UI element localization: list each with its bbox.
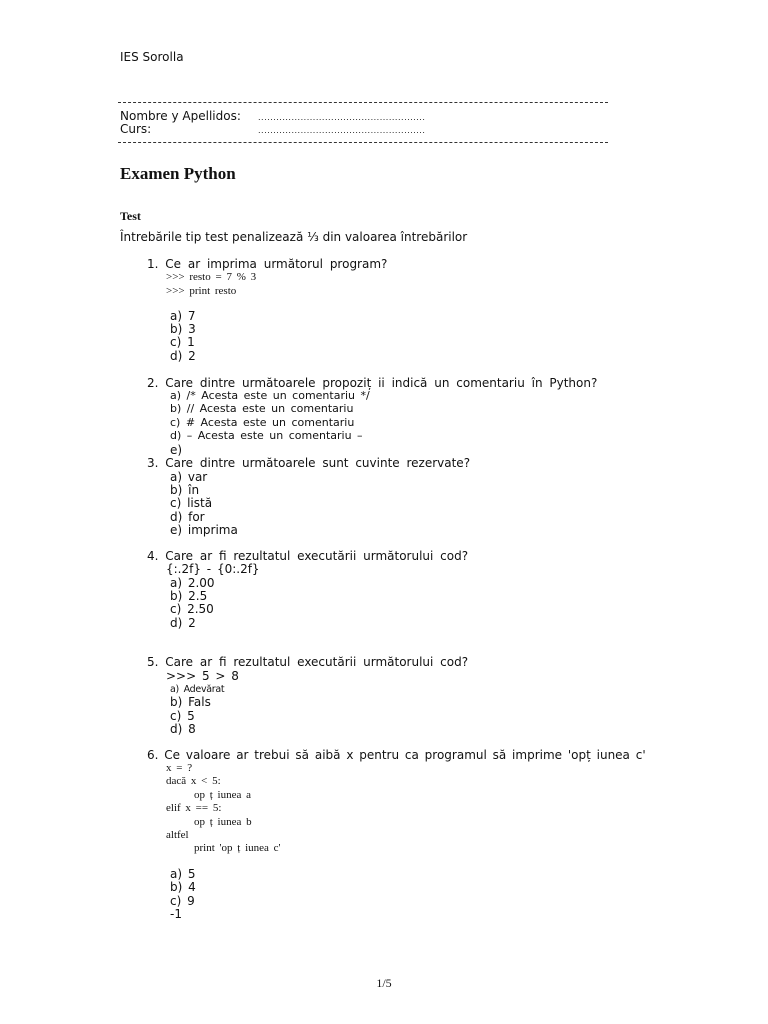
q1-code-line: >>> resto = 7 % 3: [166, 271, 257, 283]
q6-option: a) 5: [170, 867, 196, 881]
page-title: Examen Python: [120, 164, 236, 183]
question-4: 4. Care ar fi rezultatul executării următorului cod?: [147, 549, 469, 563]
q1-option: c) 1: [170, 335, 195, 349]
q6-code-line: op ț iunea b: [194, 816, 252, 828]
q4-option: c) 2.50: [170, 602, 214, 616]
school-name: IES Sorolla: [120, 50, 184, 64]
q5-option: d) 8: [170, 722, 196, 736]
page-number: 1/5: [376, 976, 392, 990]
q6-code-line: dacă x < 5:: [166, 775, 221, 787]
q4-option: a) 2.00: [170, 576, 215, 590]
q1-option: b) 3: [170, 322, 196, 336]
divider-top: [118, 102, 608, 103]
q3-option: b) în: [170, 483, 200, 497]
q2-option: c) # Acesta este un comentariu: [170, 416, 355, 429]
q5-option: a) Adevărat: [170, 684, 225, 695]
q6-code-line: elif x == 5:: [166, 802, 222, 814]
q6-code-line: op ț iunea a: [194, 789, 252, 801]
course-label: Curs:: [120, 122, 152, 136]
q1-option: a) 7: [170, 309, 196, 323]
divider-bottom: [118, 142, 608, 143]
intro-text: Întrebările tip test penalizează ⅓ din valoarea întrebărilor: [120, 230, 468, 244]
question-1: 1. Ce ar imprima următorul program?: [147, 257, 388, 271]
q6-option: c) 9: [170, 894, 195, 908]
question-2: 2. Care dintre următoarele propoziț ii indică un comentariu în Python?: [147, 376, 598, 390]
q2-option: a) /* Acesta este un comentariu */: [170, 389, 370, 402]
q4-option: b) 2.5: [170, 589, 208, 603]
q4-code-line: {:.2f} - {0:.2f}: [166, 562, 260, 576]
q5-code-line: >>> 5 > 8: [166, 669, 239, 683]
q2-option: d) – Acesta este un comentariu –: [170, 429, 363, 442]
q6-code-line: x = ?: [166, 762, 193, 774]
q6-code-line: altfel: [166, 829, 189, 841]
question-6: 6. Ce valoare ar trebui să aibă x pentru ca programul să imprime 'opț iunea c': [147, 748, 646, 762]
q4-option: d) 2: [170, 616, 196, 630]
q3-option: e) imprima: [170, 523, 238, 537]
q2-option: b) // Acesta este un comentariu: [170, 402, 354, 415]
q3-option: d) for: [170, 510, 205, 524]
q6-option: b) 4: [170, 880, 196, 894]
question-3: 3. Care dintre următoarele sunt cuvinte rezervate?: [147, 456, 471, 470]
question-5: 5. Care ar fi rezultatul executării următorului cod?: [147, 655, 469, 669]
course-field: .......................................................: [258, 126, 426, 135]
q1-option: d) 2: [170, 349, 196, 363]
q2-option: e): [170, 443, 183, 457]
q6-option: -1: [170, 907, 182, 921]
q6-code-line: print 'op ț iunea c': [194, 842, 281, 854]
name-label: Nombre y Apellidos:: [120, 109, 241, 123]
q5-option: c) 5: [170, 709, 195, 723]
q3-option: a) var: [170, 470, 208, 484]
q1-code-line: >>> print resto: [166, 285, 237, 297]
q5-option: b) Fals: [170, 695, 211, 709]
name-field: .......................................................: [258, 113, 426, 122]
section-heading: Test: [120, 209, 141, 223]
q3-option: c) listă: [170, 496, 213, 510]
